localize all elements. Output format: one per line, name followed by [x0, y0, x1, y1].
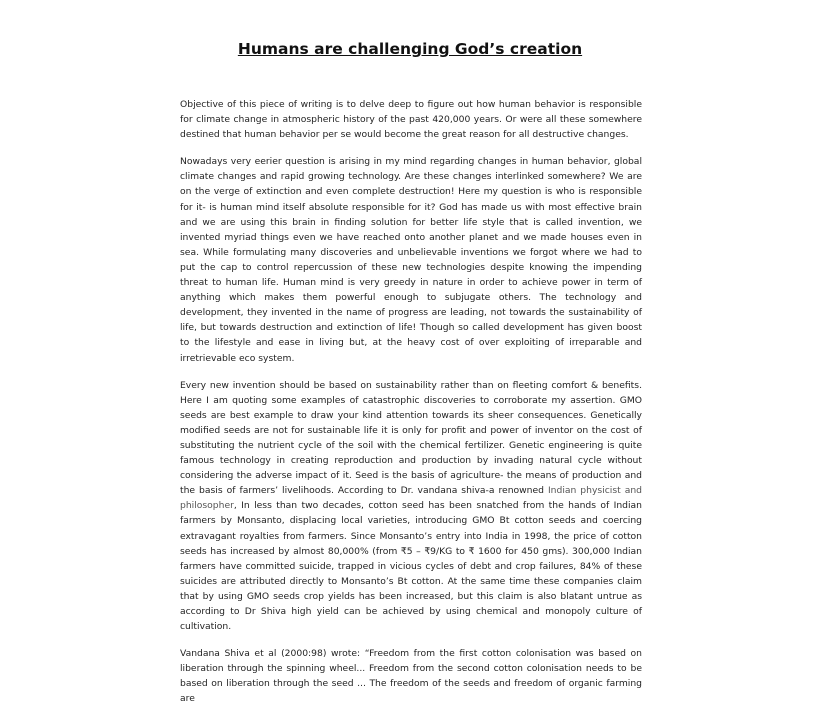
document-title: Humans are challenging God’s creation [237, 40, 583, 58]
paragraph-gmo-seeds [180, 378, 642, 635]
paragraph-quote: Vandana Shiva et al (2000:98) wrote: “Freedom from the first cotton colonisation was based on liberation through the spinning wheel... Freedom from the second cotton colonisation needs to be based on liberation through the seed ... The freedom of the seeds and freedom of organic farming are [180, 648, 642, 705]
document-body [180, 97, 642, 719]
paragraph-gmo-text-after: , In less than two decades, cotton seed has been snatched from the hands of Indian farmers by Monsanto, displacing local varieties, introducing GMO Bt cotton seeds and coercing extravagant royalties from farmers. Since Monsanto’s entry into India in 1998, the price of cotton seeds has increased by almost 80,000% (from ₹5 – ₹9/KG to ₹ 1600 for 450 gms). 300,000 Indian farmers have committed suicide, trapped in vicious cycles of debt and crop failures, 84% of these suicides are attributed directly to Monsanto’s Bt cotton. At the same time these companies claim that by using GMO seeds crop yields has been increased, but this claim is also blatant untrue as according to Dr Shiva high yield can be achieved by using chemical and monopoly culture of cultivation. [180, 500, 642, 633]
paragraph-technology: Nowadays very eerier question is arising in my mind regarding changes in human behavior, global climate changes and rapid growing technology. Are these changes interlinked somewhere? We are on the verge of extinction and even complete destruction! Here my question is who is responsible for it- is human mind itself absolute responsible for it? God has made us with most effective brain and we are using this brain in finding solution for better life style that is called invention, we invented myriad things even we have reached onto another planet and we made houses even in sea. While formulating many discoveries and unbelievable inventions we forgot where we had to put the cap to control repercussion of these new technologies despite knowing the impending threat to human life. Human mind is very greedy in nature in order to achieve power in term of anything which makes them powerful enough to subjugate others. The technology and development, they invented in the name of progress are leading, not towards the sustainability of life, but towards destruction and extinction of life! Though so called development has given boost to the lifestyle and ease in living but, at the heavy cost of over exploiting of irreparable and irretrievable eco system. [180, 156, 642, 364]
highlighted-phrase: Indian physicist and philosopher [180, 485, 643, 512]
paragraph-gmo-text-before: Every new invention should be based on sustainability rather than on fleeting comfort & benefits. Here I am quoting some examples of catastrophic discoveries to corroborate my assertion. GMO seeds are best example to draw your kind attention towards its sheer consequences. Genetically modified seeds are not for sustainable life it is only for profit and power of inventor on the cost of substituting the nutrient cycle of the soil with the chemical fertilizer. Genetic engineering is quite famous technology in creating reproduction and production by invading natural cycle without considering the adverse impact of it. Seed is the basis of agriculture- the means of production and the basis of farmers’ livelihoods. According to Dr. vandana shiva-a renowned [180, 379, 642, 497]
paragraph-objective: Objective of this piece of writing is to delve deep to figure out how human behavior is responsible for climate change in atmospheric history of the past 420,000 years. Or were all these somewhere destined that human behavior per se would become the great reason for all destructive changes. [180, 99, 642, 141]
